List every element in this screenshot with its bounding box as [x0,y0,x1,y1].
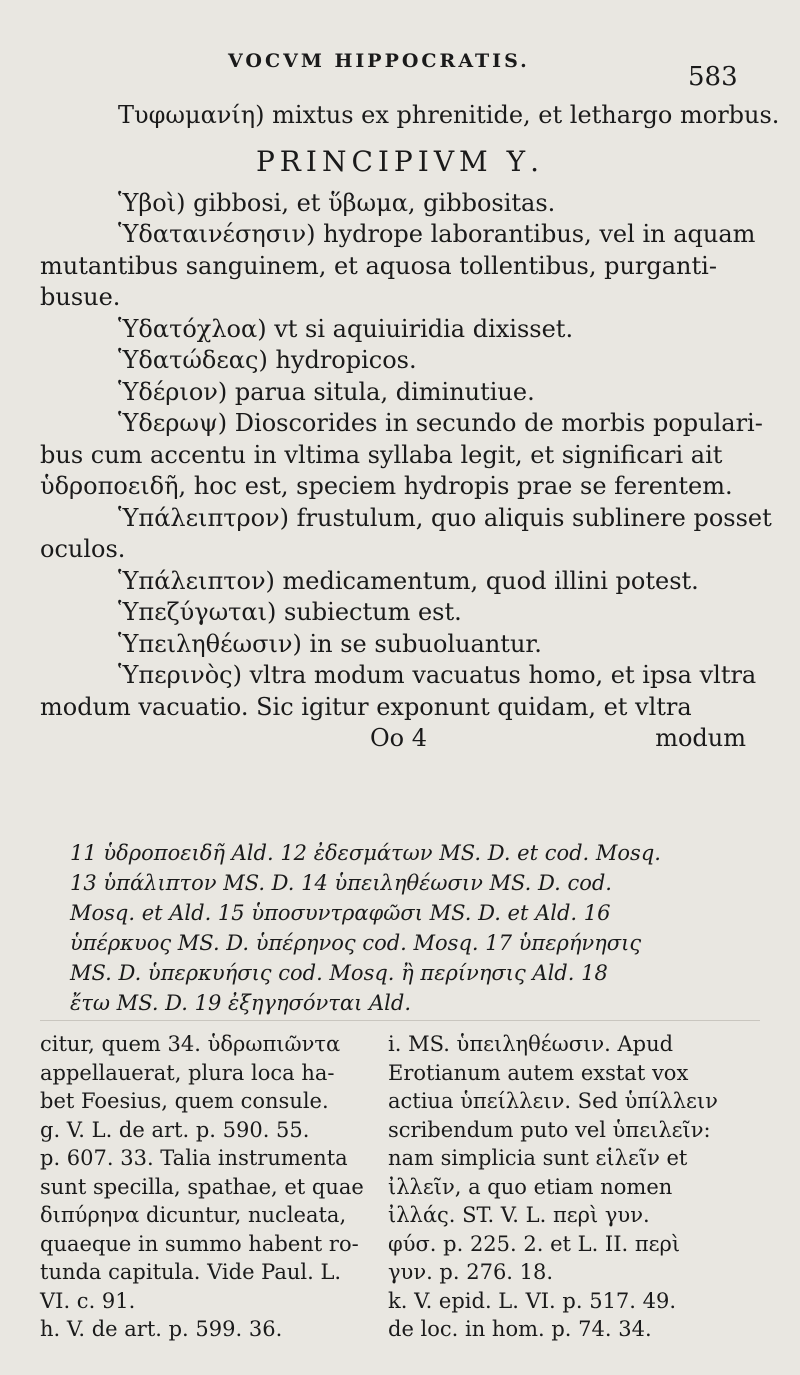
note-line: i. MS. ὑπειληθέωσιν. Apud [388,1032,674,1056]
text-line: busue. [40,283,121,311]
catchword: modum [655,724,746,752]
text-line: mutantibus sanguinem, et aquosa tollentibus, purganti- [40,251,717,280]
note-line: de loc. in hom. p. 74. 34. [388,1317,652,1341]
note-line: sunt specilla, spathae, et quae [40,1174,364,1199]
note-line: διπύρηνα dicuntur, nucleata, [40,1203,347,1227]
main-text [40,100,780,753]
footnote-line: Mosq. et Ald. 15 ὑποσυντραφῶσι MS. D. et Ald. 16 [70,901,611,925]
page-header [0,44,800,92]
notes-column-left [40,1030,385,1344]
note-line: γυν. p. 276. 18. [388,1260,554,1284]
text-line: Τυφωμανίη) mixtus ex phrenitide, et lethargo morbus. [118,101,780,129]
note-line: VI. c. 91. [40,1288,136,1313]
entry-line: Ὑδερωψ) Dioscorides in secundo de morbis populari- [118,409,763,437]
section-title: PRINCIPIVM Υ. [255,144,545,178]
signature-row [40,723,760,753]
note-line: Erotianum autem exstat vox [388,1060,689,1085]
notes-column-right [388,1030,733,1344]
page-number: 583 [688,62,738,92]
note-line: ἰλλάς. ST. V. L. περὶ γυν. [388,1203,650,1227]
entry-line: Ὑπάλειπτον) medicamentum, quod illini potest. [118,566,699,595]
note-line: tunda capitula. Vide Paul. L. [40,1260,342,1284]
entry-line: Ὑδατόχλοα) vt si aquiuiridia dixisset. [118,314,574,343]
note-line: actiua ὑπείλλειν. Sed ὑπίλλειν [388,1089,718,1113]
note-line: φύσ. p. 225. 2. et L. II. περὶ [388,1231,681,1256]
entry-line: Ὑβοὶ) gibbosi, et ὕβωμα, gibbositas. [118,188,556,217]
text-line: bus cum accentu in vltima syllaba legit, et significari ait [40,440,723,469]
note-line: scribendum puto vel ὑπειλεῖν: [388,1117,711,1142]
footnote-line: 13 ὑπάλιπτον MS. D. 14 ὑπειληθέωσιν MS. D. cod. [70,871,612,895]
running-head: VOCVM HIPPOCRATIS. [228,50,530,72]
note-line: nam simplicia sunt εἱλεῖν et [388,1146,688,1170]
text-line: oculos. [40,535,126,563]
entry-line: Ὑπερινὸς) vltra modum vacuatus homo, et ipsa vltra [118,661,757,689]
note-line: quaeque in summo habent ro- [40,1231,359,1256]
entry-line: Ὑπάλειπτρον) frustulum, quo aliquis sublinere posset [118,503,772,532]
note-line: bet Foesius, quem consule. [40,1089,329,1113]
entry-line: Ὑπειληθέωσιν) in se subuoluantur. [118,629,542,658]
note-line: ἰλλεῖν, a quo etiam nomen [388,1174,673,1199]
footnote-line: 11 ὑδροποειδῆ Ald. 12 ἐδεσμάτων MS. D. et cod. Mosq. [70,841,661,865]
note-line: p. 607. 33. Talia instrumenta [40,1146,348,1170]
variant-footnotes [70,838,730,1018]
note-line: h. V. de art. p. 599. 36. [40,1317,283,1341]
text-line: ὑδροποειδῆ, hoc est, speciem hydropis prae se ferentem. [40,472,733,500]
note-line: g. V. L. de art. p. 590. 55. [40,1117,310,1142]
signature-mark: Oo 4 [370,724,428,752]
footnote-line: MS. D. ὑπερκυήσις cod. Mosq. ἢ περίνησις Ald. 18 [70,961,608,985]
note-line: k. V. epid. L. VI. p. 517. 49. [388,1288,677,1313]
note-line: appellauerat, plura loca ha- [40,1060,335,1085]
entry-line: Ὑπεζύγωται) subiectum est. [118,598,462,626]
entry-line: Ὑδατώδεας) hydropicos. [118,346,417,374]
footnote-line: ὑπέρκυος MS. D. ὑπέρηνος cod. Mosq. 17 ὑπερήνησις [70,931,642,955]
text-line: modum vacuatio. Sic igitur exponunt quidam, et vltra [40,692,692,721]
divider [40,1020,760,1021]
note-line: citur, quem 34. ὑδρωπιῶντα [40,1032,341,1056]
entry-line: Ὑδέριον) parua situla, diminutiue. [118,377,535,406]
entry-line: Ὑδαταινέσησιν) hydrope laborantibus, vel in aquam [118,220,756,248]
footnote-line: ἔτω MS. D. 19 ἐξηγησόνται Ald. [70,991,412,1015]
